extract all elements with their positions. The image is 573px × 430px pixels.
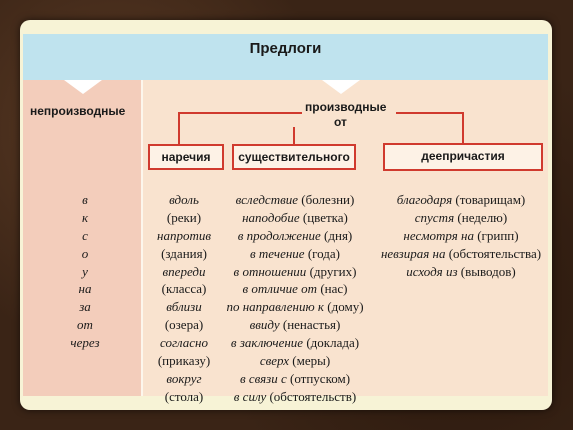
list-item: вследствие (болезни) [235, 192, 355, 207]
derived-header-from: от [334, 115, 347, 129]
list-item: напротив [157, 227, 211, 243]
arrow-down-icon [64, 80, 102, 94]
list-item: согласно [160, 335, 208, 351]
connector-line [396, 112, 463, 114]
simple-preposition: на [78, 281, 92, 297]
page-title: Предлоги [249, 40, 322, 57]
list-item: сверх (меры) [259, 353, 331, 369]
list-item: несмотря на (грипп) [403, 227, 519, 243]
arrow-down-icon [322, 80, 360, 94]
adverb-prepositions-list [146, 191, 222, 406]
list-item: исходя из (выводов) [406, 263, 516, 279]
simple-preposition: с [82, 227, 88, 243]
simple-preposition: к [81, 209, 89, 225]
list-item: (озера) [164, 317, 204, 333]
list-item: в заключение (доклада) [230, 335, 360, 351]
list-item: в продолжение (дня) [237, 227, 353, 243]
list-item: спустя (неделю) [414, 209, 508, 225]
simple-prepositions-list [35, 191, 135, 352]
list-item: вдоль [169, 192, 199, 207]
list-item: ввиду (ненастья) [249, 317, 341, 333]
list-item: вокруг [166, 370, 202, 386]
simple-preposition: через [70, 335, 100, 351]
non-derived-header: непроизводные [30, 104, 126, 118]
simple-preposition: у [82, 263, 88, 279]
category-adverb: наречия [148, 144, 224, 170]
simple-preposition: о [81, 245, 89, 261]
connector-line [178, 112, 302, 114]
list-item: в отношении (других) [233, 263, 357, 279]
simple-preposition: в [82, 192, 88, 207]
list-item: в отличие от (нас) [242, 281, 348, 297]
simple-preposition: от [77, 317, 93, 333]
connector-line [178, 112, 180, 144]
connector-line [462, 112, 464, 143]
list-item: в силу (обстоятельств) [233, 388, 357, 404]
list-item: невзирая на (обстоятельства) [380, 245, 542, 261]
list-item: наподобие (цветка) [242, 209, 348, 225]
list-item: (реки) [166, 209, 202, 225]
list-item: в связи с (отпуском) [239, 370, 351, 386]
list-item: (класса) [161, 281, 207, 297]
participle-prepositions-list [372, 191, 550, 280]
list-item: (приказу) [157, 353, 211, 369]
derived-header: производные [305, 100, 387, 114]
list-item: (здания) [161, 245, 207, 261]
list-item: по направлению к (дому) [226, 299, 364, 315]
noun-prepositions-list [222, 191, 368, 406]
simple-preposition: за [79, 299, 91, 315]
list-item: благодаря (товарищам) [396, 192, 526, 207]
column-divider [141, 80, 143, 396]
list-item: впереди [162, 263, 206, 279]
connector-line [293, 127, 295, 144]
category-noun: существительного [232, 144, 356, 170]
list-item: в течение (года) [249, 245, 340, 261]
list-item: вблизи [166, 299, 202, 315]
category-participle: деепричастия [383, 143, 543, 171]
list-item: (стола) [164, 388, 204, 404]
